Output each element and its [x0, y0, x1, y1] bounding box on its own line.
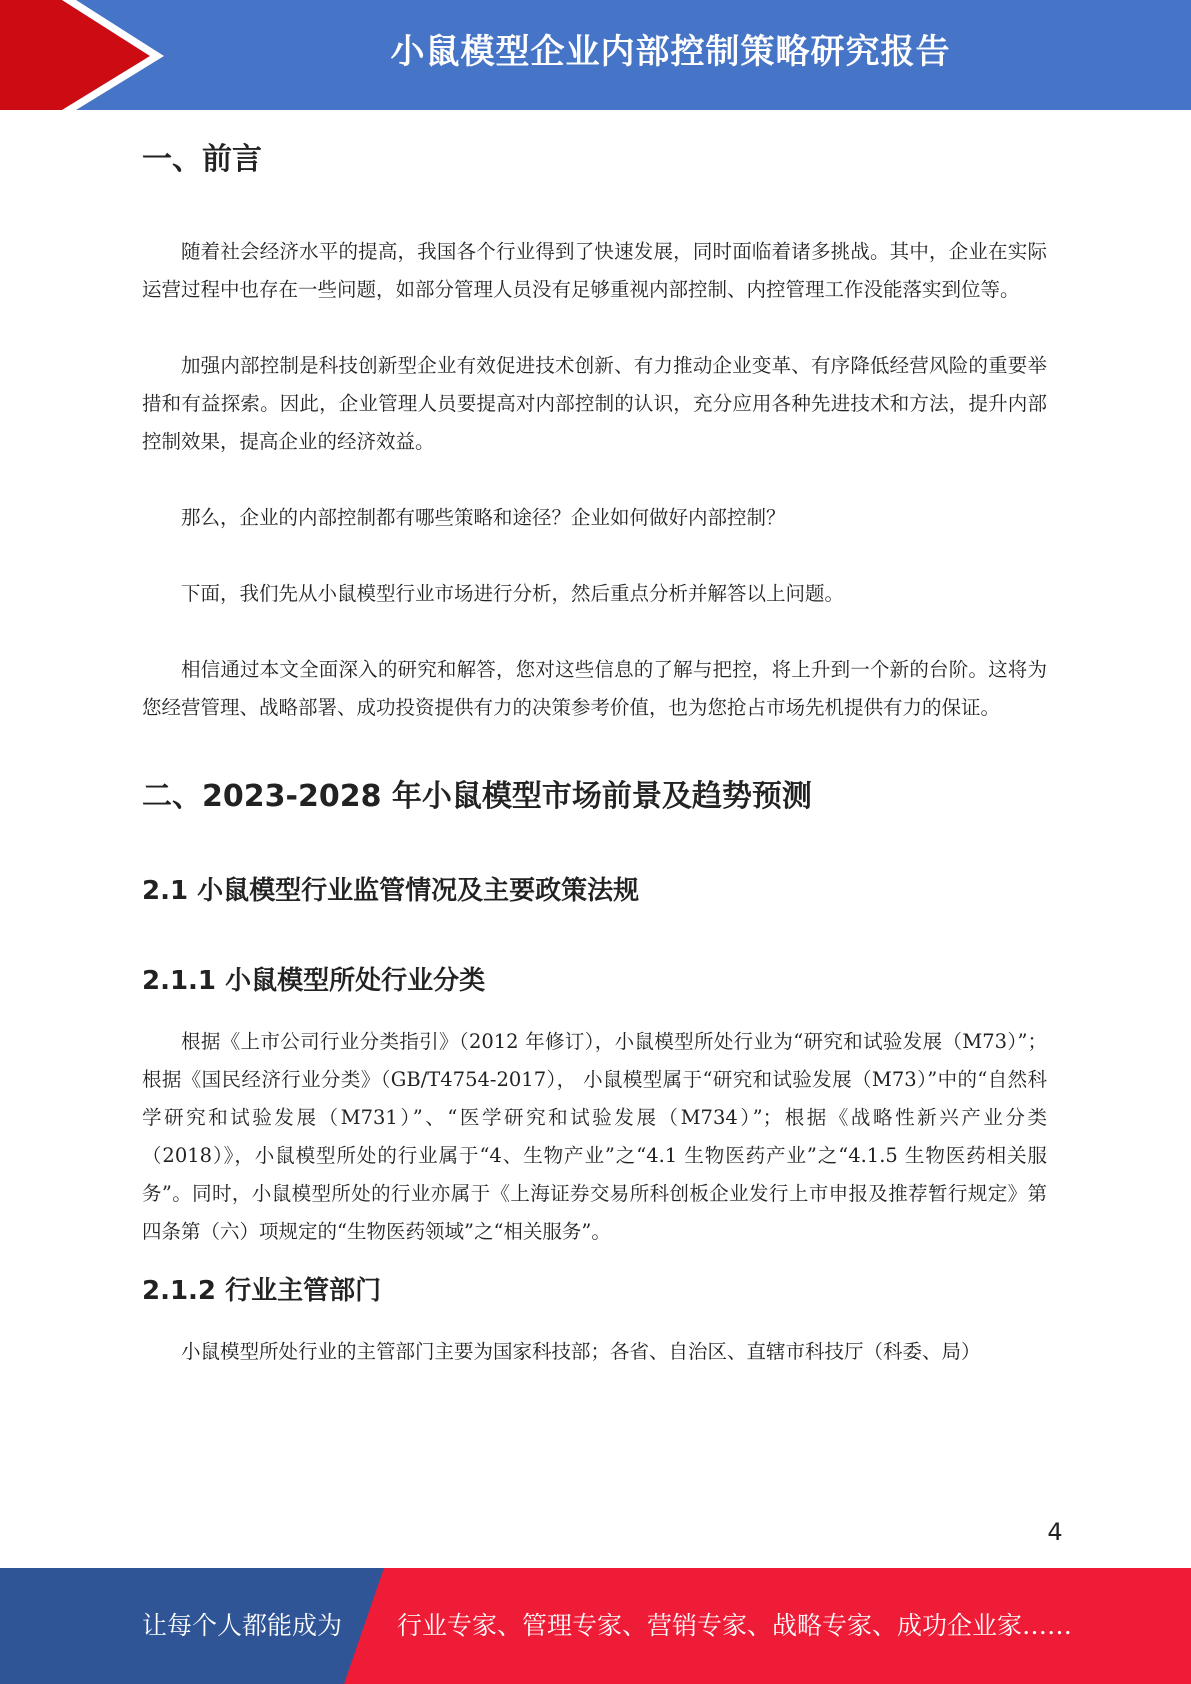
subsection-heading-2-1-2: 2.1.2 行业主管部门 — [142, 1276, 382, 1306]
page-content — [142, 136, 1047, 1371]
subsection-heading-2-1-1: 2.1.1 小鼠模型所处行业分类 — [142, 966, 486, 996]
section-heading-intro: 一、前言 — [142, 142, 262, 177]
page-number: 4 — [1047, 1518, 1063, 1546]
section-heading-market: 二、2023-2028 年小鼠模型市场前景及趋势预测 — [142, 779, 812, 814]
intro-paragraph-1: 随着社会经济水平的提高，我国各个行业得到了快速发展，同时面临着诸多挑战。其中，企业在实际运营过程中也存在一些问题，如部分管理人员没有足够重视内部控制、内控管理工作没能落实到位等。 — [142, 240, 1047, 301]
intro-paragraph-4: 下面，我们先从小鼠模型行业市场进行分析，然后重点分析并解答以上问题。 — [181, 582, 845, 605]
report-title: 小鼠模型企业内部控制策略研究报告 — [390, 32, 951, 72]
intro-paragraph-3: 那么，企业的内部控制都有哪些策略和途径？企业如何做好内部控制？ — [181, 506, 786, 529]
subsection-heading-2-1: 2.1 小鼠模型行业监管情况及主要政策法规 — [142, 876, 640, 906]
footer-slogan-right: 行业专家、管理专家、营销专家、战略专家、成功企业家…… — [397, 1611, 1073, 1640]
footer-slogan-left: 让每个人都能成为 — [142, 1611, 343, 1640]
paragraph-regulatory-authority: 小鼠模型所处行业的主管部门主要为国家科技部；各省、自治区、直辖市科技厅（科委、局） — [181, 1340, 981, 1363]
page-header — [0, 0, 1191, 110]
intro-paragraph-5: 相信通过本文全面深入的研究和解答，您对这些信息的了解与把控，将上升到一个新的台阶。这将为您经营管理、战略部署、成功投资提供有力的决策参考价值，也为您抢占市场先机提供有力的保证。 — [142, 658, 1047, 719]
paragraph-industry-classification: 根据《上市公司行业分类指引》（2012 年修订），小鼠模型所处行业为“研究和试验发展（M73）”；根据《国民经济行业分类》（GB/T4754-2017）， 小鼠模型属于“研究和试验发展（M73）”中的“自然科学研究和试验发展（M731）”、“医学研究和试验发展（M734）”；根据《战略性新兴产业分类（2018）》，小鼠模型所处的行业属于“4、生物产业”之“4.1 生物医药产业”之“4.1.5 生物医药相关服务”。同时，小鼠模型所处的行业亦属于《上海证券交易所科创板企业发行上市申报及推荐暂行规定》第四条第（六）项规定的“生物医药领域”之“相关服务”。 — [142, 1030, 1047, 1243]
page-footer — [0, 1568, 1191, 1684]
intro-paragraph-2: 加强内部控制是科技创新型企业有效促进技术创新、有力推动企业变革、有序降低经营风险的重要举措和有益探索。因此，企业管理人员要提高对内部控制的认识，充分应用各种先进技术和方法，提升内部控制效果，提高企业的经济效益。 — [142, 354, 1047, 453]
